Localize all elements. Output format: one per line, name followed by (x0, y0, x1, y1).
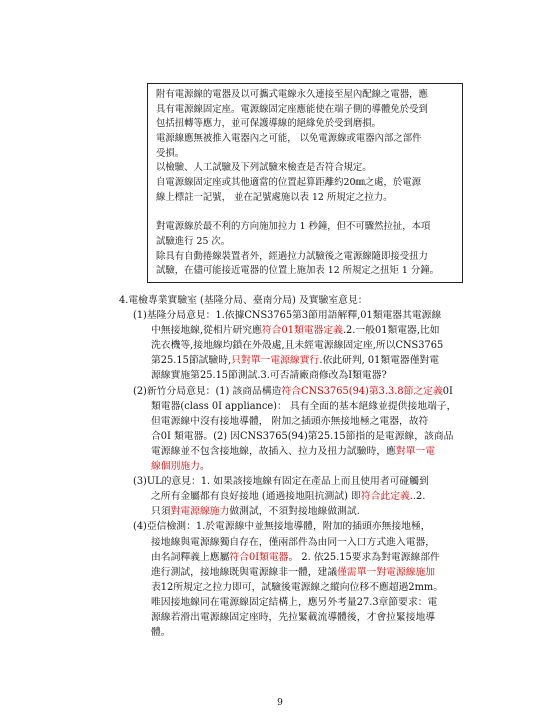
section-text-line (119, 550, 499, 565)
highlighted-text: 符合CNS3765(94)第3.3.8節之定義 (281, 385, 443, 397)
text-run: (3)UL的意見：1. 如果該接地線有固定在產品上而且使用者可碰觸到 (133, 476, 429, 488)
box-text-line: 自電源線固定座或其他適當的位置起算距離約20㎜之處，於電源 (156, 177, 422, 189)
text-run: 表12所規定之拉力即可，試驗後電源線之縱向位移不應超過2mm。 (151, 581, 443, 593)
text-run: 之所有金屬都有良好接地 (通過接地阻抗測試) 即 (151, 491, 361, 503)
section-text-line (119, 399, 499, 414)
text-run: 4.電檢專業實驗室 (基隆分局、臺南分局) 及實驗室意見： (119, 295, 368, 306)
box-text-line: 試驗進行 25 次。 (156, 235, 231, 247)
section-text-line (119, 414, 499, 429)
section-text-line (119, 368, 499, 383)
section-text-line (119, 535, 499, 550)
text-run: 洗衣機等,接地線均鎖在外殼處,且未經電源線固定座,所以CNS3765 (151, 340, 444, 352)
section-text-line (119, 489, 499, 504)
text-run: 源線若滑出電源線固定座時，先拉緊載流導體後，才會拉緊接地導 (151, 611, 436, 623)
section-text-line (119, 610, 499, 625)
section-text-line (119, 338, 499, 353)
text-run: .依此研判, 01類電器僅對電 (319, 355, 440, 367)
text-run: (2)新竹分局意見：(1) 該商品構造 (133, 385, 282, 397)
section-text-line (119, 580, 499, 595)
box-text-line: 電源線應無被推入電器內之可能， 以免電源線或電器內部之部件 (156, 133, 422, 145)
text-run: 但電源線中沒有接地導體， 附加之插頭亦無接地極之電器，故符 (151, 415, 429, 427)
highlighted-text: 僅需單一對電源線施加 (337, 566, 436, 578)
blank-line (156, 206, 456, 221)
text-run: 體。 (151, 627, 171, 639)
section-text-line (119, 625, 499, 640)
box-text-line: 對電源線於最不利的方向施加拉力 1 秒鐘，但不可驟然拉扯，本項 (156, 221, 431, 233)
text-run: 進行測試，接地線既與電源線非一體，建議 (151, 566, 338, 578)
box-text-line: 除具有自動捲線裝置者外，經過拉力試驗後之電源線隨即接受扭力 (156, 250, 428, 262)
section-text-line (119, 293, 499, 308)
text-run: 接地線與電源線獨自存在，僅兩部件為由同一入口方式進入電器， (151, 536, 436, 548)
text-run: 類電器(class 0I appliance)： 具有全面的基本絕緣並提供接地端子， (151, 400, 457, 412)
box-text-line: 以檢驗、人工試驗及下列試驗來檢查是否符合規定。 (156, 162, 372, 174)
section-text-line (119, 504, 499, 519)
text-run: 電源線並不包含接地線，故插入、拉力及扭力試驗時，應 (151, 445, 396, 457)
section-text-line (119, 384, 499, 399)
section-text-line (119, 595, 499, 610)
box-text-line: 受損。 (156, 147, 185, 159)
box-text-line: 試驗，在儘可能接近電器的位置上施加表 12 所規定之扭矩 1 分鐘。 (156, 265, 439, 277)
text-run: 合0I 類電器。(2) 因CNS3765(94)第25.15節指的是電源線，該商品 (151, 430, 454, 442)
highlighted-text: 符合0I類電器 (229, 551, 289, 563)
highlighted-text: 符合01類電器定義 (261, 325, 343, 337)
lab-opinions-section (119, 293, 499, 640)
text-run: 由名詞釋義上應屬 (151, 551, 230, 563)
text-run: 唯因接地線同在電源線固定結構上，應另外考量27.3章節要求：電 (151, 596, 438, 608)
section-text-line (119, 353, 499, 368)
section-text-line (119, 308, 499, 323)
text-run: 只須 (151, 506, 171, 518)
text-run: 第25.15節試驗時, (151, 355, 232, 367)
highlighted-text: 對電源線施力 (170, 506, 230, 518)
box-text-line: 包括扭轉等應力，並可保護導線的絕緣免於受到磨損。 (156, 118, 382, 130)
section-text-line (119, 459, 499, 474)
text-run: 。 2. 依25.15要求為對電源線部件 (288, 551, 440, 563)
section-text-line (119, 323, 499, 338)
page-number: 9 (277, 698, 283, 708)
highlighted-text: 符合此定義 (360, 491, 410, 503)
text-run: 源線實施第25.15節測試.3.可否請廠商修改為I類電器? (151, 370, 387, 382)
text-run: (1)基隆分局意見：1.依據CNS3765第3節用語解釋,01類電器其電源線 (133, 310, 442, 322)
highlighted-text: 線個別施力 (151, 461, 200, 473)
text-run: 中無接地線,從相片研究應 (151, 325, 262, 337)
section-text-line (119, 444, 499, 459)
section-text-line (119, 429, 499, 444)
highlighted-text: 對單一電 (395, 445, 436, 457)
box-text-line: 附有電源線的電器及以可攜式電線永久連接至屋內配線之電器，應 (156, 89, 428, 100)
text-run: ..2. (409, 491, 426, 503)
box-text-line: 線上標註一記號， 並在記號處施以表 12 所規定之拉力。 (156, 191, 393, 203)
quoted-standard-box (147, 83, 463, 283)
section-text-line (119, 519, 499, 534)
text-run: 。 (199, 461, 210, 473)
text-run: 0I (442, 385, 453, 397)
section-text-line (119, 474, 499, 489)
text-run: .2.一般01類電器,比如 (342, 325, 440, 337)
text-run: 做測試，不須對接地線做測試. (229, 506, 360, 518)
text-run: (4)亞信檢測：1.於電源線中並無接地導體，附加的插頭亦無接地極， (133, 521, 431, 533)
highlighted-text: 只對單一電源線實行 (231, 355, 320, 367)
box-text-line: 具有電源線固定座。電源線固定座應能使在端子側的導體免於受到 (156, 103, 428, 115)
section-text-line (119, 565, 499, 580)
